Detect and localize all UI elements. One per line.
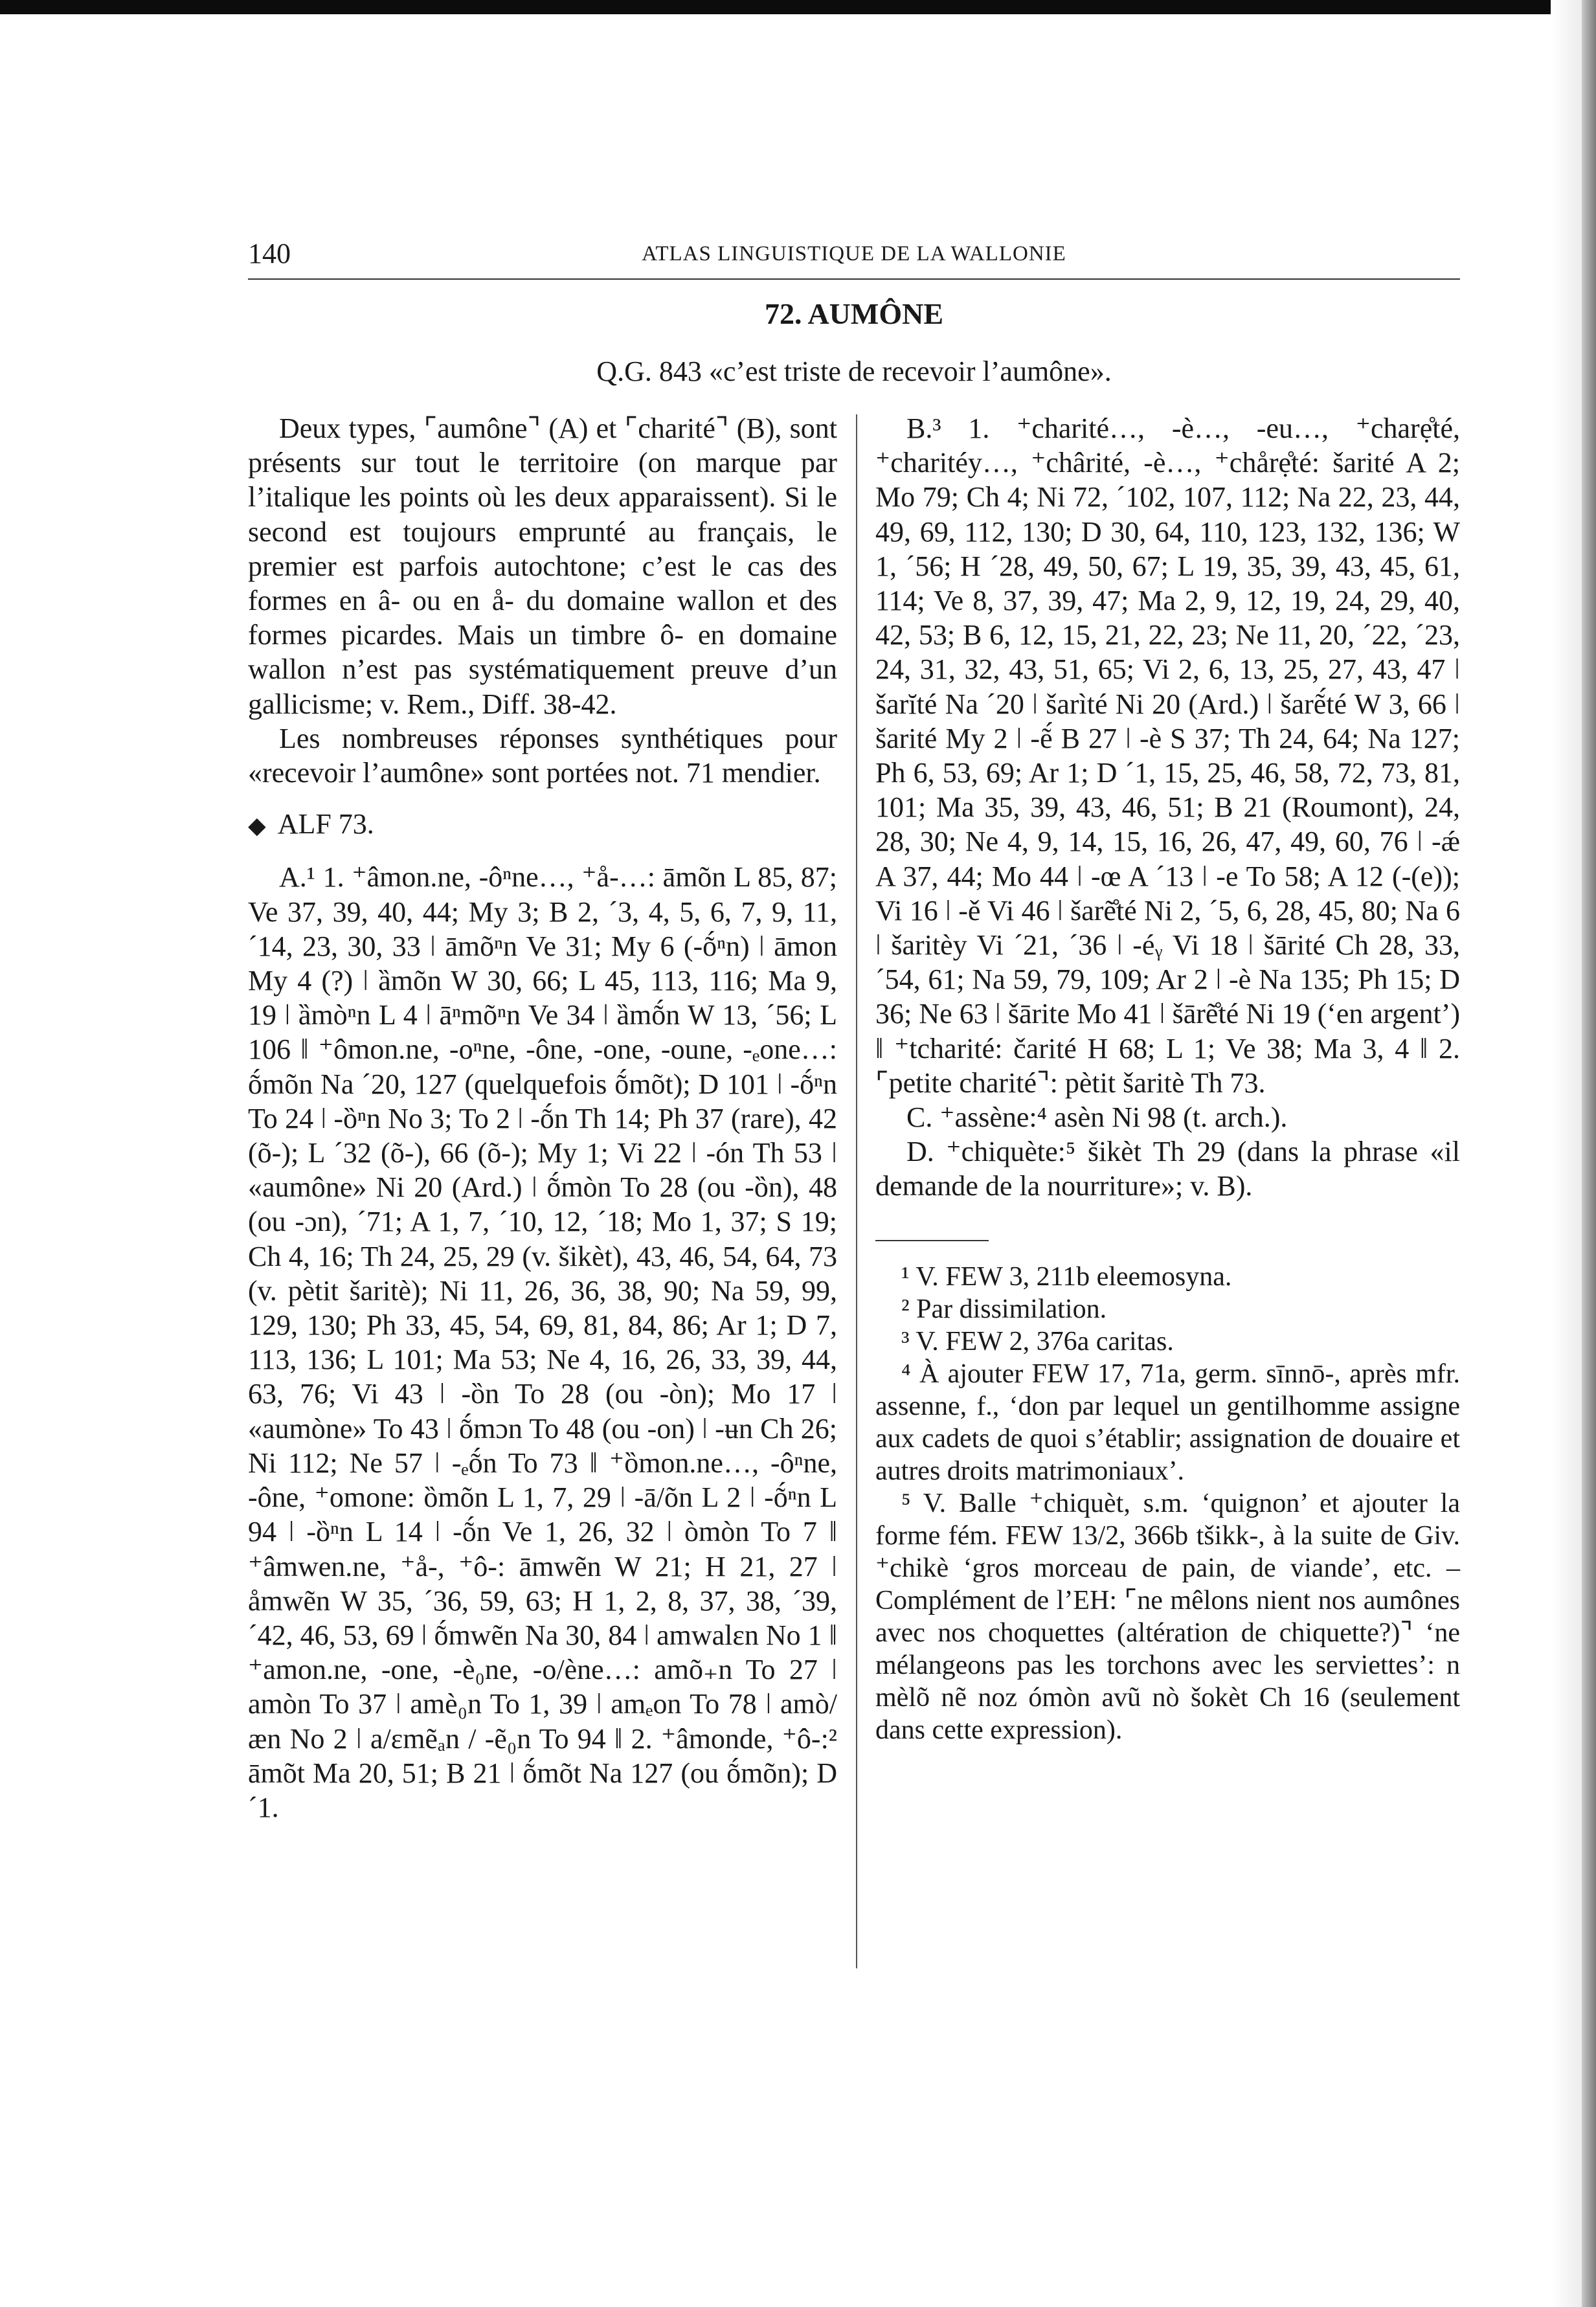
footnote-4: ⁴ À ajouter FEW 17, 71a, germ. sīnnō-, après mfr. assenne, f., ‘don par lequel un gentilhomme assigne aux cadets de quoi s’établir; assignation de douaire et autres droits matrimoniaux’.: [875, 1358, 1460, 1486]
scan-right-edge: [1582, 0, 1596, 2307]
left-column: [248, 411, 837, 1825]
section-a: A.¹ 1. ⁺âmon.ne, -ôⁿne…, ⁺å-…: āmõn L 85, 87; Ve 37, 39, 40, 44; My 3; B 2, ´3, 4, 5, 6, 7, 9, 11, ´14, 23, 30, 33 ǀ āmõⁿn Ve 31; My 6 (-ṍⁿn) ǀ āmon My 4 (?) ǀ ȁmõn W 30, 66; L 45, 113, 116; Ma 9, 19 ǀ ȁmòⁿn L 4 ǀ āⁿmõⁿn Ve 34 ǀ ȁmṍn W 13, ´56; L 106 ǁ ⁺ômon.ne, -oⁿne, -ône, -one, -oune, -ₑone…: ṍmõn Na ´20, 127 (quelquefois ṍmõt); D 101 ǀ -ṍⁿn To 24 ǀ -ȍⁿn No 3; To 2 ǀ -ṍn Th 14; Ph 37 (rare), 42 (õ-); L ´32 (õ-), 66 (õ-); My 1; Vi 22 ǀ -ón Th 53 ǀ «aumône» Ni 20 (Ard.) ǀ ṍmòn To 28 (ou -ȍn), 48 (ou -ɔn), ´71; A 1, 7, ´10, 12, ´18; Mo 1, 37; S 19; Ch 4, 16; Th 24, 25, 29 (v. šikèt), 43, 46, 54, 64, 73 (v. pètit šaritè); Ni 11, 26, 36, 38, 90; Na 59, 99, 129, 130; Ph 33, 45, 54, 69, 81, 84, 86; Ar 1; D 7, 113, 136; L 101; Ma 53; Ne 4, 16, 26, 33, 39, 44, 63, 76; Vi 43 ǀ -ȍn To 28 (ou -òn); Mo 17 ǀ «aumòne» To 43 ǀ ṍmɔn To 48 (ou -on) ǀ -ʉn Ch 26; Ni 112; Ne 57 ǀ -ₑṍn To 73 ǁ ⁺ȍmon.ne…, -ôⁿne, -ône, ⁺omone: ȍmõn L 1, 7, 29 ǀ -ā/õn L 2 ǀ -ṍⁿn L 94 ǀ -ȍⁿn L 14 ǀ -ṍn Ve 1, 26, 32 ǀ òmòn To 7 ǁ ⁺âmwen.ne, ⁺å-, ⁺ô-: āmwẽn W 21; H 21, 27 ǀ åmwẽn W 35, ´36, 59, 63; H 1, 2, 8, 37, 38, ´39, ´42, 46, 53, 69 ǀ ṍmwẽn Na 30, 84 ǀ amwalɛn No 1 ǁ ⁺amon.ne, -one, -è₀ne, -o/ène…: amõ₊n To 27 ǀ amòn To 37 ǀ amè₀n To 1, 39 ǀ amₑon To 78 ǀ amò/æn No 2 ǀ a/ɛmẽₐn / -ẽ₀n To 94 ǁ 2. ⁺âmonde, ⁺ô-:² āmõt Ma 20, 51; B 21 ǀ ṍmõt Na 127 (ou ṍmõn); D ´1.: [248, 861, 837, 1823]
questionnaire-reference: Q.G. 843 «c’est triste de recevoir l’aumône».: [596, 355, 1112, 387]
right-column: [875, 411, 1460, 1746]
synthetic-note: Les nombreuses réponses synthétiques pour «recevoir l’aumône» sont portées not. 71 mendier.: [248, 722, 837, 789]
footnote-2: ² Par dissimilation.: [901, 1294, 1107, 1324]
intro-paragraph: Deux types, ⌜aumône⌝ (A) et ⌜charité⌝ (B), sont présents sur tout le territoire (on marque par l’italique les points où les deux apparaissent). Si le second est toujours emprunté au français, le premier est parfois autochtone; c’est le cas des formes en â- ou en å- du domaine wallon et des formes picardes. Mais un timbre ô- en domaine wallon n’est pas systématiquement preuve d’un gallicisme; v. Rem., Diff. 38-42.: [248, 412, 837, 720]
footnote-rule: [875, 1240, 989, 1241]
running-title: ATLAS LINGUISTIQUE DE LA WALLONIE: [642, 242, 1066, 265]
column-divider: [856, 414, 857, 1968]
footnote-3: ³ V. FEW 2, 376a caritas.: [901, 1326, 1174, 1356]
diamond-icon: ◆: [248, 813, 266, 839]
article-title: 72. AUMÔNE: [765, 297, 943, 330]
scan-top-edge: [0, 0, 1596, 14]
section-c: C. ⁺assène:⁴ asèn Ni 98 (t. arch.).: [906, 1101, 1288, 1134]
section-b: B.³ 1. ⁺charité…, -è…, -eu…, ⁺charẹ̊té, ⁺charitéy…, ⁺chârité, -è…, ⁺chårẹ̊té: šarité A 2; Mo 79; Ch 4; Ni 72, ´102, 107, 112; Na 22, 23, 44, 49, 69, 112, 130; D 30, 64, 110, 123, 132, 136; W 1, ´56; H ´28, 49, 50, 67; L 19, 35, 39, 43, 45, 61, 114; Ve 8, 37, 39, 47; Ma 2, 9, 12, 19, 24, 29, 40, 42, 53; B 6, 12, 15, 21, 22, 23; Ne 11, 20, ´22, ´23, 24, 31, 32, 43, 51, 65; Vi 2, 6, 13, 25, 27, 43, 47 ǀ šarĭté Na ´20 ǀ šarìté Ni 20 (Ard.) ǀ šarẽ́té W 3, 66 ǀ šarité My 2 ǀ -ẽ́ B 27 ǀ -è S 37; Th 24, 64; Na 127; Ph 6, 53, 69; Ar 1; D ´1, 15, 25, 46, 58, 72, 73, 81, 101; Ma 35, 39, 43, 46, 51; B 21 (Roumont), 24, 28, 30; Ne 4, 9, 14, 15, 16, 26, 47, 49, 60, 76 ǀ -ǽ A 37, 44; Mo 44 ǀ -œ A ´13 ǀ -e To 58; A 12 (-(e)); Vi 16 ǀ -ě Vi 46 ǀ šarẽ̊té Ni 2, ´5, 6, 28, 45, 80; Na 6 ǀ šaritèy Vi ´21, ´36 ǀ -éᵧ Vi 18 ǀ šārité Ch 28, 33, ´54, 61; Na 59, 79, 109; Ar 2 ǀ -è Na 135; Ph 15; D 36; Ne 63 ǀ šārite Mo 41 ǀ šārẽ̊té Ni 19 (‘en argent’) ǁ ⁺tcharité: čarité H 68; L 1; Ve 38; Ma 3, 4 ǁ 2. ⌜petite charité⌝: pètit šaritè Th 73.: [875, 412, 1460, 1099]
alf-reference: [248, 807, 837, 843]
alf-label: ALF 73.: [277, 808, 374, 840]
running-header: [248, 233, 1460, 280]
page-number: 140: [248, 238, 291, 269]
spacer: [248, 843, 837, 860]
footnote-5: ⁵ V. Balle ⁺chiquèt, s.m. ‘quignon’ et ajouter la forme fém. FEW 13/2, 366b tšikk-, à la suite de Giv. ⁺chikè ‘gros morceau de pain, de viande’, etc. – Complément de l’EH: ⌜ne mêlons nient nos aumônes avec nos choquettes (altération de chiquette?)⌝ ‘ne mélangeons pas les torchons avec les serviettes’: n mèlõ nẽ noz ómòn avũ nò šokèt Ch 16 (seulement dans cette expression).: [875, 1488, 1460, 1745]
scan-page-edge: [1551, 0, 1582, 2307]
spacer: [248, 790, 837, 807]
footnote-1: ¹ V. FEW 3, 211b eleemosyna.: [901, 1261, 1232, 1292]
section-d: D. ⁺chiquète:⁵ šikèt Th 29 (dans la phrase «il demande de la nourriture»; v. B).: [875, 1136, 1460, 1202]
